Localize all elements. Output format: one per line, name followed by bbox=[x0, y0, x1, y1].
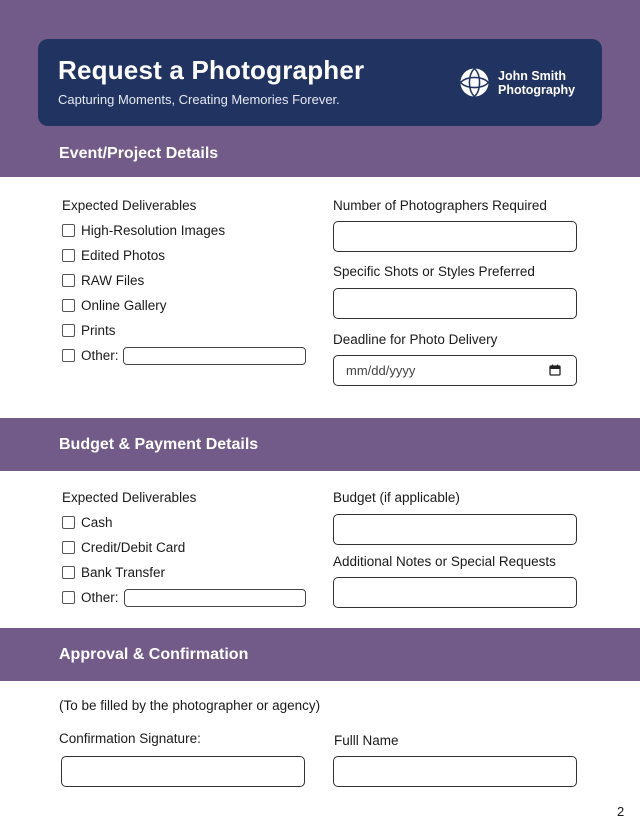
checkbox[interactable] bbox=[62, 299, 75, 312]
shots-input[interactable] bbox=[333, 288, 577, 319]
aperture-icon bbox=[459, 67, 490, 98]
shots-label: Specific Shots or Styles Preferred bbox=[333, 264, 535, 279]
checkbox[interactable] bbox=[62, 349, 75, 362]
option-label: Prints bbox=[81, 323, 116, 338]
deadline-label: Deadline for Photo Delivery bbox=[333, 332, 498, 347]
option-label: Online Gallery bbox=[81, 298, 167, 313]
calendar-icon[interactable] bbox=[549, 364, 561, 376]
checkbox[interactable] bbox=[62, 249, 75, 262]
deliverables-label: Expected Deliverables bbox=[62, 198, 197, 213]
checkbox[interactable] bbox=[62, 516, 75, 529]
option-other[interactable] bbox=[62, 348, 119, 363]
full-name-input[interactable] bbox=[333, 756, 577, 787]
signature-label: Confirmation Signature: bbox=[59, 731, 201, 746]
budget-label: Budget (if applicable) bbox=[333, 490, 460, 505]
checkbox[interactable] bbox=[62, 274, 75, 287]
checkbox[interactable] bbox=[62, 224, 75, 237]
payment-other-input[interactable] bbox=[124, 589, 306, 607]
option-bank-transfer[interactable] bbox=[62, 565, 165, 580]
notes-label: Additional Notes or Special Requests bbox=[333, 554, 556, 569]
full-name-label: Fulll Name bbox=[334, 733, 399, 748]
option-label: Other: bbox=[81, 590, 119, 605]
option-label: Other: bbox=[81, 348, 119, 363]
page-number: 2 bbox=[617, 804, 625, 819]
section-title-event: Event/Project Details bbox=[59, 145, 219, 162]
logo-line1: John Smith bbox=[498, 68, 567, 83]
checkbox[interactable] bbox=[62, 324, 75, 337]
option-label: RAW Files bbox=[81, 273, 145, 288]
budget-input[interactable] bbox=[333, 514, 577, 545]
date-placeholder: mm/dd/yyyy bbox=[346, 363, 416, 378]
option-label: Cash bbox=[81, 515, 113, 530]
page-subtitle: Capturing Moments, Creating Memories Forever. bbox=[58, 92, 340, 107]
other-input[interactable] bbox=[123, 347, 306, 365]
option-label: Credit/Debit Card bbox=[81, 540, 186, 555]
checkbox[interactable] bbox=[62, 541, 75, 554]
notes-input[interactable] bbox=[333, 577, 577, 608]
option-online-gallery[interactable] bbox=[62, 298, 167, 313]
num-photographers-label: Number of Photographers Required bbox=[333, 198, 547, 213]
page-title: Request a Photographer bbox=[58, 55, 365, 85]
logo bbox=[459, 67, 575, 98]
option-edited-photos[interactable] bbox=[62, 248, 165, 263]
option-label: Edited Photos bbox=[81, 248, 166, 263]
option-prints[interactable] bbox=[62, 323, 116, 338]
header-card bbox=[38, 39, 602, 126]
option-label: Bank Transfer bbox=[81, 565, 166, 580]
logo-line2: Photography bbox=[498, 82, 576, 97]
option-payment-other[interactable] bbox=[62, 590, 119, 605]
section-title-approval: Approval & Confirmation bbox=[59, 646, 249, 663]
payment-deliverables-label: Expected Deliverables bbox=[62, 490, 197, 505]
deadline-date-input[interactable] bbox=[333, 355, 577, 386]
option-raw-files[interactable] bbox=[62, 273, 144, 288]
option-credit-debit[interactable] bbox=[62, 540, 185, 555]
approval-note: (To be filled by the photographer or agency) bbox=[59, 698, 321, 713]
section-title-budget: Budget & Payment Details bbox=[59, 436, 259, 453]
option-high-resolution[interactable] bbox=[62, 223, 225, 238]
option-label: High-Resolution Images bbox=[81, 223, 226, 238]
checkbox[interactable] bbox=[62, 566, 75, 579]
signature-input[interactable] bbox=[61, 756, 305, 787]
option-cash[interactable] bbox=[62, 515, 113, 530]
num-photographers-input[interactable] bbox=[333, 221, 577, 252]
checkbox[interactable] bbox=[62, 591, 75, 604]
